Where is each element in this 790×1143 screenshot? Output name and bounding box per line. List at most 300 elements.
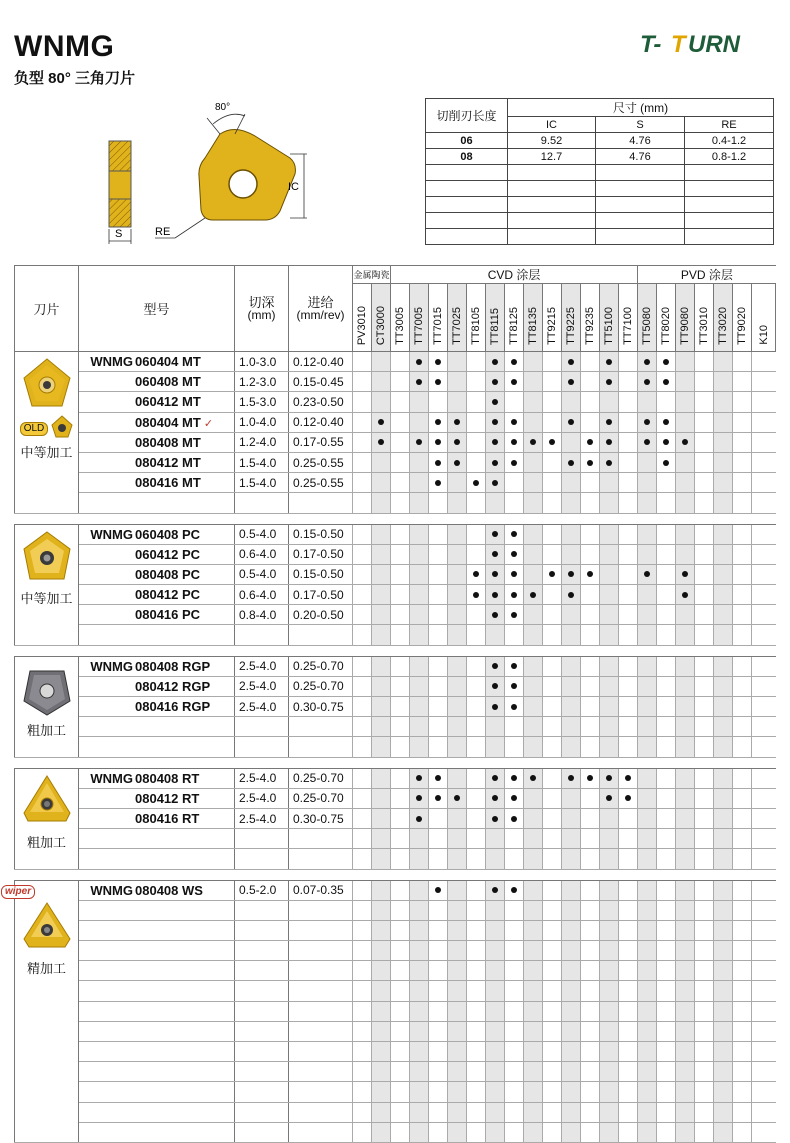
grade-cell [448,392,467,412]
grade-cell [410,849,429,869]
grade-cell [391,788,410,808]
grade-cell [638,1122,657,1142]
empty-row [15,1122,776,1142]
grade-cell [714,1082,733,1102]
grade-cell [467,605,486,625]
grade-cell [752,564,776,584]
grade-cell [505,524,524,544]
grade-cell [714,412,733,432]
header-group-cermet: 金属陶瓷 [353,266,391,284]
grade-cell [562,1062,581,1082]
availability-dot [454,460,460,466]
grade-cell [505,493,524,513]
depth-cell: 0.5-2.0 [235,880,289,900]
old-badge: OLD [20,422,49,436]
availability-dot [492,419,498,425]
availability-dot [606,379,612,385]
availability-dot [511,663,517,669]
grade-cell [467,452,486,472]
depth-cell [235,1001,289,1021]
grade-cell [733,1001,752,1021]
grade-cell [448,717,467,737]
grade-cell [676,432,695,452]
header-model: 型号 [79,266,235,352]
grade-cell [486,625,505,645]
grade-cell [391,564,410,584]
grade-cell [638,585,657,605]
grade-cell [429,1021,448,1041]
product-row [15,768,776,788]
grade-cell [391,676,410,696]
grade-cell [505,676,524,696]
grade-cell [752,1062,776,1082]
grade-cell [695,656,714,676]
grade-cell [581,849,600,869]
grade-cell [562,900,581,920]
grade-cell [600,656,619,676]
blade-cell [5,880,79,1142]
grade-cell [429,920,448,940]
grade-cell [486,717,505,737]
grade-cell [486,788,505,808]
grade-cell [581,372,600,392]
grade-cell [467,676,486,696]
insert-pc-icon [20,529,74,588]
grade-cell [733,605,752,625]
grade-cell [448,625,467,645]
grade-cell [714,585,733,605]
grade-cell [600,564,619,584]
grade-cell [676,625,695,645]
grade-cell [410,524,429,544]
grade-cell [600,920,619,940]
model-cell [79,564,235,584]
grade-cell [372,697,391,717]
product-row [15,392,776,412]
grade-cell [543,1001,562,1021]
grade-cell [524,1021,543,1041]
grade-cell [733,849,752,869]
grade-cell [676,717,695,737]
grade-cell [752,808,776,828]
availability-dot [587,439,593,445]
grade-cell [676,920,695,940]
grade-cell [600,625,619,645]
grade-cell [752,697,776,717]
grade-cell [524,493,543,513]
machining-type-label: 粗加工 [26,722,66,738]
grade-cell [676,676,695,696]
grade-cell [391,452,410,472]
grade-cell [543,697,562,717]
grade-cell [752,352,776,372]
grade-cell [429,392,448,412]
grade-cell [657,697,676,717]
grade-cell [524,829,543,849]
feed-cell [289,900,353,920]
grade-cell [619,605,638,625]
grade-cell [676,564,695,584]
dim-row-empty [426,197,774,213]
grade-cell [638,920,657,940]
availability-dot [473,592,479,598]
grade-cell [467,1021,486,1041]
feed-cell: 0.07-0.35 [289,880,353,900]
grade-name: CT3000 [375,305,387,345]
availability-dot [511,551,517,557]
grade-cell [505,829,524,849]
grade-cell [372,717,391,737]
grade-cell [638,544,657,564]
grade-cell [733,768,752,788]
machining-type-label: 中等加工 [20,445,73,460]
grade-cell [600,1102,619,1122]
model-prefix: WNMG [90,882,133,898]
availability-dot [435,379,441,385]
grade-cell [391,920,410,940]
feed-cell: 0.20-0.50 [289,605,353,625]
grade-cell [676,392,695,412]
grade-cell [429,768,448,788]
grade-cell [543,737,562,757]
grade-cell [752,676,776,696]
feed-cell: 0.15-0.50 [289,564,353,584]
grade-cell [752,788,776,808]
grade-cell [391,961,410,981]
feed-cell: 0.17-0.50 [289,585,353,605]
grade-cell [657,625,676,645]
grade-cell [353,1102,372,1122]
depth-cell [235,920,289,940]
grade-cell [429,1001,448,1021]
availability-dot [492,460,498,466]
grade-cell [752,452,776,472]
grade-cell [524,717,543,737]
grade-cell [619,920,638,940]
grade-cell [467,1001,486,1021]
grade-cell [676,808,695,828]
grade-name: TT8115 [489,307,502,345]
model-code: 080412 RGP [135,678,211,694]
grade-cell [676,352,695,372]
grade-cell [676,697,695,717]
grade-cell [695,941,714,961]
empty-row [15,829,776,849]
grade-cell [657,452,676,472]
grade-cell [695,981,714,1001]
grade-cell [619,808,638,828]
depth-cell [235,1062,289,1082]
grade-cell [410,1062,429,1082]
grade-cell [372,880,391,900]
wiper-badge: wiper [1,885,35,899]
grade-cell [448,849,467,869]
grade-cell [429,352,448,372]
availability-dot [644,439,650,445]
grade-cell [467,493,486,513]
grade-cell [752,829,776,849]
grade-cell [391,737,410,757]
grade-cell [505,392,524,412]
grade-cell [733,452,752,472]
grade-cell [676,849,695,869]
grade-cell [353,473,372,493]
grade-cell [410,493,429,513]
grade-cell [486,737,505,757]
dim-ic: 9.52 [508,133,596,149]
grade-cell [600,372,619,392]
grade-cell [372,829,391,849]
grade-cell [429,829,448,849]
grade-cell [448,1042,467,1062]
grade-cell [733,900,752,920]
grade-cell [543,585,562,605]
dim-s: 4.76 [596,133,685,149]
grade-cell [714,788,733,808]
grade-cell [486,564,505,584]
availability-dot [492,399,498,405]
grade-cell [562,605,581,625]
grade-cell [695,544,714,564]
grade-cell [505,1102,524,1122]
grade-cell [714,849,733,869]
grade-cell [486,1062,505,1082]
grade-cell [676,737,695,757]
model-code: 060408 PC [135,526,201,542]
grade-cell [752,585,776,605]
grade-cell [391,605,410,625]
grade-cell [676,829,695,849]
product-row [15,412,776,432]
availability-dot [435,439,441,445]
page-subtitle: 负型 80° 三角刀片 [14,70,136,87]
availability-dot [682,592,688,598]
grade-cell [562,788,581,808]
grade-name: TT5080 [641,307,654,345]
model-cell [79,808,235,828]
grade-cell [562,564,581,584]
grade-header [657,284,676,352]
grade-cell [429,788,448,808]
machining-type-label: 精加工 [26,960,66,976]
model-cell [79,849,235,869]
grade-cell [467,920,486,940]
availability-dot [644,571,650,577]
product-row [15,544,776,564]
grade-cell [448,605,467,625]
grade-cell [410,981,429,1001]
grade-cell [600,392,619,412]
grade-cell [733,961,752,981]
grade-cell [676,961,695,981]
grade-cell [391,1062,410,1082]
grade-cell [448,920,467,940]
grade-cell [638,808,657,828]
grade-cell [581,1001,600,1021]
grade-cell [562,676,581,696]
grade-cell [695,880,714,900]
grade-cell [619,849,638,869]
grade-cell [391,585,410,605]
availability-dot [568,379,574,385]
grade-cell [505,1001,524,1021]
grade-cell [752,432,776,452]
grade-cell [429,625,448,645]
availability-dot [587,460,593,466]
grade-cell [372,1062,391,1082]
grade-cell [353,656,372,676]
empty-row [15,1042,776,1062]
feed-cell [289,1122,353,1142]
grade-cell [467,1122,486,1142]
grade-cell [505,788,524,808]
grade-cell [619,564,638,584]
grade-cell [714,1102,733,1122]
grade-cell [714,737,733,757]
grade-cell [752,1042,776,1062]
grade-cell [676,1102,695,1122]
availability-dot [511,775,517,781]
grade-cell [410,625,429,645]
section-spacer [15,869,776,880]
grade-cell [448,808,467,828]
product-row [15,372,776,392]
grade-cell [353,524,372,544]
section-spacer [15,757,776,768]
grade-cell [676,1082,695,1102]
grade-cell [543,544,562,564]
grade-cell [353,768,372,788]
grade-cell [562,920,581,940]
grade-cell [486,829,505,849]
grade-cell [733,808,752,828]
grade-cell [372,585,391,605]
grade-name: TT3010 [698,307,711,345]
grade-cell [353,808,372,828]
availability-dot [492,612,498,618]
grade-cell [353,829,372,849]
grade-cell [619,473,638,493]
grade-cell [372,625,391,645]
grade-cell [752,473,776,493]
dim-header-length: 切削刃长度 [426,99,508,133]
grade-cell [543,788,562,808]
grade-cell [448,1001,467,1021]
grade-name: TT9020 [736,307,749,345]
grade-cell [448,941,467,961]
grade-cell [524,412,543,432]
model-cell [79,392,235,412]
grade-cell [752,981,776,1001]
grade-cell [372,1122,391,1142]
grade-cell [676,544,695,564]
grade-cell [600,737,619,757]
grade-cell [714,880,733,900]
grade-cell [486,656,505,676]
grade-cell [429,737,448,757]
depth-cell: 2.5-4.0 [235,656,289,676]
grade-cell [467,625,486,645]
grade-name: TT8125 [508,307,521,345]
grade-cell [695,585,714,605]
grade-name: TT9235 [584,307,597,345]
grade-cell [353,717,372,737]
grade-cell [581,625,600,645]
availability-dot [511,571,517,577]
grade-cell [714,717,733,737]
grade-cell [619,372,638,392]
dim-re: 0.8-1.2 [685,149,774,165]
product-row [15,452,776,472]
model-cell [79,1021,235,1041]
grade-cell [657,493,676,513]
grade-cell [733,473,752,493]
grade-cell [429,1102,448,1122]
availability-dot [511,439,517,445]
model-code: 060408 MT [135,374,201,390]
grade-cell [714,900,733,920]
dim-row [426,149,774,165]
blade-cell [15,352,79,514]
grade-cell [638,717,657,737]
grade-cell [562,1102,581,1122]
brand-logo [638,30,776,58]
grade-cell [733,412,752,432]
grade-cell [657,372,676,392]
grade-cell [600,717,619,737]
grade-cell [353,1001,372,1021]
product-row [15,697,776,717]
grade-cell [505,1122,524,1142]
grade-cell [372,564,391,584]
availability-dot [454,795,460,801]
grade-cell [410,1122,429,1142]
grade-cell [638,1062,657,1082]
grade-name: TT9225 [565,307,578,345]
grade-cell [486,544,505,564]
grade-cell [543,676,562,696]
grade-cell [638,432,657,452]
grade-cell [733,737,752,757]
grade-cell [372,981,391,1001]
grade-name: TT7100 [622,307,635,345]
grade-cell [695,352,714,372]
grade-cell [581,808,600,828]
dim-s: 4.76 [596,149,685,165]
grade-cell [524,372,543,392]
grade-cell [714,372,733,392]
grade-cell [581,1122,600,1142]
grade-cell [619,717,638,737]
grade-name: TT8105 [470,307,483,345]
product-row [15,352,776,372]
grade-header [619,284,638,352]
empty-row [15,625,776,645]
old-badge-row [15,415,78,442]
model-code: 060404 MT [135,354,201,370]
grade-cell [353,493,372,513]
model-code: 080412 PC [135,587,201,603]
grade-cell [714,676,733,696]
empty-row [15,1102,776,1122]
grade-cell [657,1102,676,1122]
feed-cell [289,1042,353,1062]
grade-cell [695,737,714,757]
grade-cell [581,717,600,737]
product-row [15,880,776,900]
grade-cell [524,473,543,493]
grade-cell [524,981,543,1001]
